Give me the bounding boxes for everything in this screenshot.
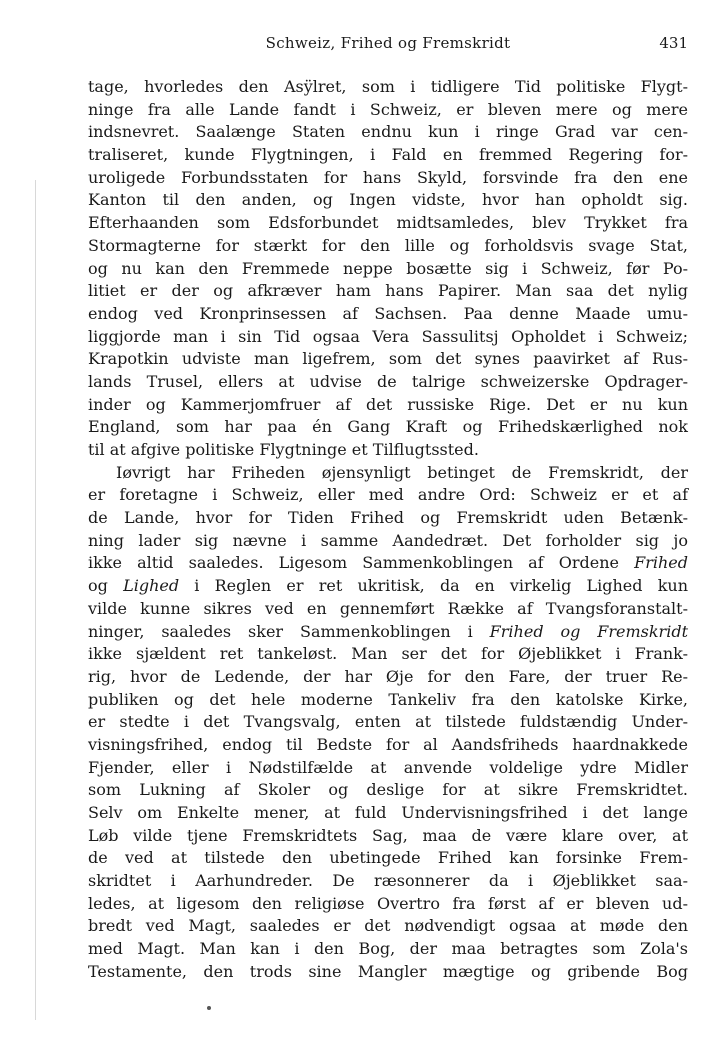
text-line: indsnevret. Saalænge Staten endnu kun i ringe Grad var cen- — [88, 122, 688, 142]
text-line: Stormagterne for stærkt for den lille og forholdsvis svage Stat, — [88, 235, 688, 255]
text-line-with-italic — [88, 575, 688, 598]
running-header — [88, 34, 688, 60]
text-line: Kanton til den anden, og Ingen vidste, hvor han opholdt sig. — [88, 190, 688, 210]
italic-phrase-frihed-og-fremskridt: Frihed og Fremskridt — [489, 621, 688, 641]
text-line: bredt ved Magt, saaledes er det nødvendigt ogsaa at møde den — [88, 916, 688, 936]
text-line: med Magt. Man kan i den Bog, der maa betragtes som Zola's — [88, 939, 688, 959]
text-segment: ikke altid saaledes. Ligesom Sammenkoblingen af Ordene — [88, 553, 635, 573]
text-line: ning lader sig nævne i samme Aandedræt. Det forholder sig jo — [88, 530, 688, 550]
text-line: og nu kan den Fremmede neppe bosætte sig i Schweiz, før Po- — [88, 258, 688, 278]
ink-speck — [207, 1006, 211, 1010]
text-line: tage, hvorledes den Asÿlret, som i tidligere Tid politiske Flygt- — [88, 77, 688, 96]
text-line: skridtet i Aarhundreder. De ræsonnerer da i Øjeblikket saa- — [88, 871, 688, 891]
paragraph-end-line: til at afgive politiske Flygtninge et Tilflugtssted. — [88, 440, 479, 459]
page-number: 431 — [659, 34, 688, 52]
text-line: ninge fra alle Lande fandt i Schweiz, er bleven mere og mere — [88, 99, 688, 119]
text-line-with-italic — [88, 621, 688, 644]
text-line: Krapotkin udviste man ligefrem, som det synes paavirket af Rus- — [88, 349, 688, 369]
paragraph-start-line: Iøvrigt har Friheden øjensynligt betinget de Fremskridt, der — [116, 462, 688, 482]
text-line: de ved at tilstede den ubetingede Frihed kan forsinke Frem- — [88, 848, 688, 868]
text-line: England, som har paa én Gang Kraft og Frihedskærlighed nok — [88, 417, 688, 437]
text-line: traliseret, kunde Flygtningen, i Fald en fremmed Regering for- — [88, 145, 688, 165]
text-line: Løb vilde tjene Fremskridtets Sag, maa de være klare over, at — [88, 825, 688, 845]
text-line: er foretagne i Schweiz, eller med andre Ord: Schweiz er et af — [88, 485, 688, 505]
text-line: de Lande, hvor for Tiden Frihed og Fremskridt uden Betænk- — [88, 508, 688, 528]
text-line: ledes, at ligesom den religiøse Overtro fra først af er bleven ud- — [88, 893, 688, 913]
italic-word-lighed: Lighed — [123, 576, 180, 596]
text-line: vilde kunne sikres ved en gennemført Række af Tvangsforanstalt- — [88, 598, 688, 618]
text-line: lands Trusel, ellers at udvise de talrige schweizerske Opdrager- — [88, 371, 688, 391]
text-line: uroligede Forbundsstaten for hans Skyld, forsvinde fra den ene — [88, 167, 688, 187]
text-line: publiken og det hele moderne Tankeliv fra den katolske Kirke, — [88, 689, 688, 709]
body-text — [88, 76, 688, 984]
text-line: Selv om Enkelte mener, at fuld Undervisningsfrihed i det lange — [88, 803, 688, 822]
scan-margin-shadow — [35, 180, 36, 1020]
text-line: Fjender, eller i Nødstilfælde at anvende voldelige ydre Midler — [88, 757, 688, 777]
text-line: Efterhaanden som Edsforbundet midtsamledes, blev Trykket fra — [88, 213, 688, 233]
text-line: ikke sjældent ret tankeløst. Man ser det for Øjeblikket i Frank- — [88, 644, 688, 664]
text-line: som Lukning af Skoler og deslige for at sikre Fremskridtet. — [88, 780, 688, 800]
running-title: Schweiz, Frihed og Fremskridt — [265, 34, 511, 52]
text-line: visningsfrihed, endog til Bedste for al Aandsfriheds haardnakkede — [88, 734, 688, 754]
text-line: er stedte i det Tvangsvalg, enten at tilstede fuldstændig Under- — [88, 712, 688, 732]
text-segment: ninger, saaledes sker Sammenkoblingen i — [88, 621, 490, 641]
text-line: rig, hvor de Ledende, der har Øje for den Fare, der truer Re- — [88, 666, 688, 686]
text-segment: og — [88, 576, 124, 596]
text-line: inder og Kammerjomfruer af det russiske Rige. Det er nu kun — [88, 394, 688, 414]
text-segment: i Reglen er ret ukritisk, da en virkelig Lighed kun — [179, 576, 688, 596]
text-line: endog ved Kronprinsessen af Sachsen. Paa denne Maade umu- — [88, 303, 688, 323]
text-line-with-italic — [88, 552, 688, 575]
text-line: Testamente, den trods sine Mangler mægtige og gribende Bog — [88, 961, 688, 981]
italic-word-frihed: Frihed — [634, 553, 688, 573]
text-line: litiet er der og afkræver ham hans Papirer. Man saa det nylig — [88, 281, 688, 301]
text-line: liggjorde man i sin Tid ogsaa Vera Sassulitsj Opholdet i Schweiz; — [88, 326, 688, 346]
